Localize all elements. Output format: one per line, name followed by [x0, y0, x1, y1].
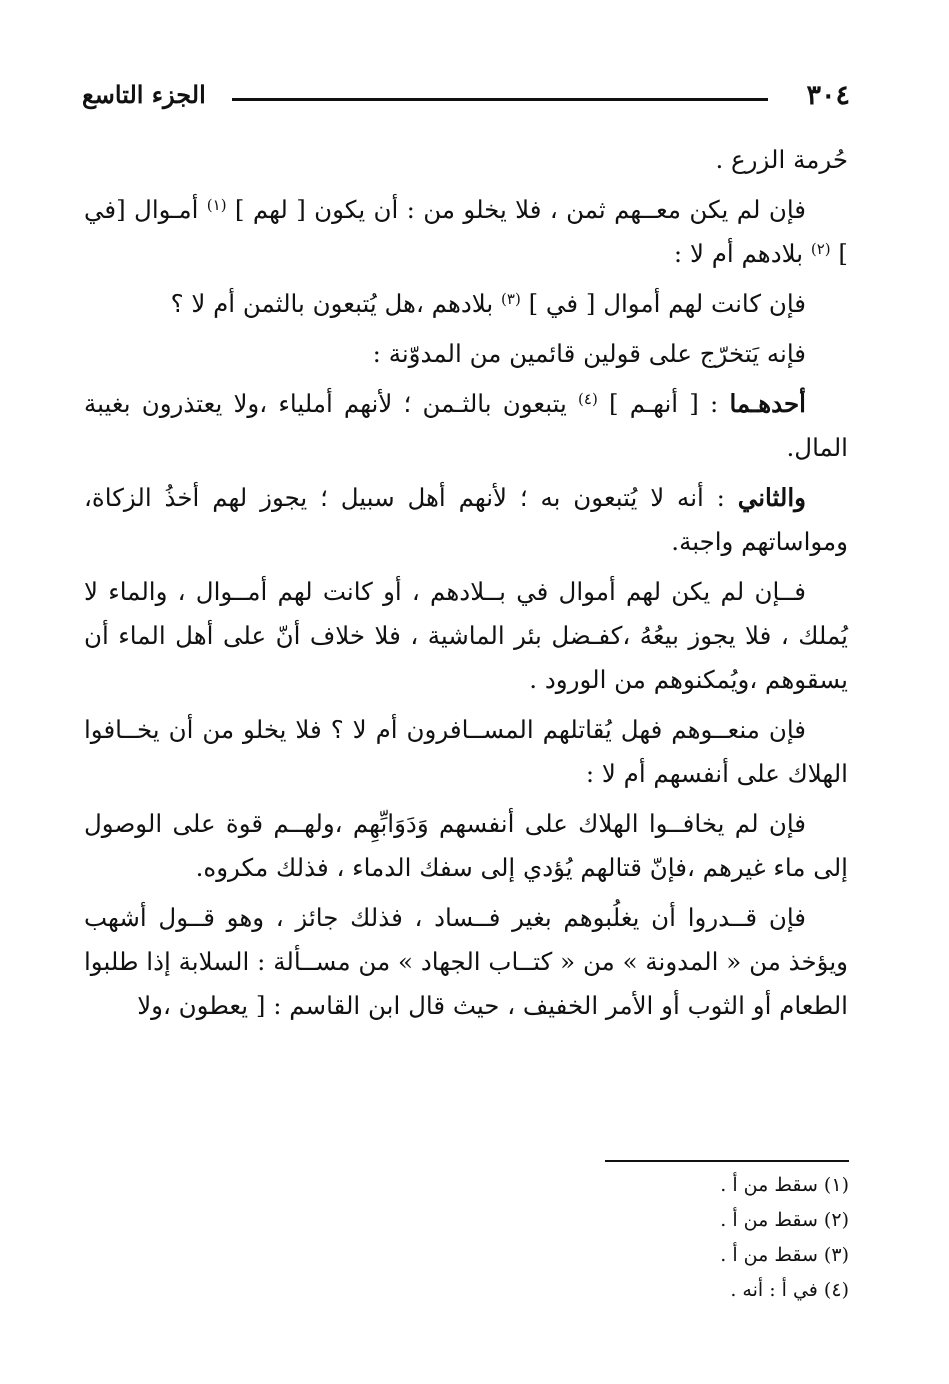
paragraph-6 — [84, 476, 848, 564]
footnote-4: (٤) في أ : أنه . — [730, 1279, 849, 1301]
paragraph-1 — [84, 138, 848, 182]
paragraph-8 — [84, 708, 848, 796]
paragraph-text: فإن كانت لهم أموال [ في ] — [520, 289, 806, 318]
header-rule — [232, 98, 768, 101]
paragraph-7 — [84, 570, 848, 702]
footnote-ref-3: (٣) — [501, 290, 521, 308]
paragraph-text: يتبعون بالثـمن ؛ لأنهم أملياء ،ولا يعتذرون بغيبة المال. — [84, 389, 848, 462]
footnote-1: (١) سقط من أ . — [720, 1174, 849, 1196]
paragraph-text: فإن قــدروا أن يغلُبوهم بغير فــساد ، فذلك جائز ، وهو قــول أشهب ويؤخذ من « المدونة » من « كتــاب الجهاد » من مســألة : السلابة إذا طلبوا الطعام أو الثوب أو الأمر الخفيف ، حيث قال ابن القاسم : [ يعطون ،ولا — [84, 903, 848, 1020]
footnote-2: (٢) سقط من أ . — [720, 1209, 849, 1231]
paragraph-3 — [84, 282, 848, 326]
paragraph-text: أمـوال [في ] — [84, 195, 848, 268]
paragraph-text: بلادهم أم لا : — [673, 239, 811, 268]
paragraph-9 — [84, 802, 848, 890]
footnotes — [249, 1168, 849, 1308]
footnote-ref-4: (٤) — [578, 390, 598, 408]
paragraph-text: فإن منعــوهم فهل يُقاتلهم المســافرون أم لا ؟ فلا يخلو من أن يخــافوا الهلاك على أنفسهم أم لا : — [84, 715, 848, 788]
paragraph-text: : [ أنهـم ] — [597, 389, 730, 418]
page-header — [82, 78, 850, 118]
footnote-ref-2: (٢) — [810, 240, 831, 258]
paragraph-10 — [84, 896, 848, 1028]
paragraph-text: فإنه يَتخرّج على قولين قائمين من المدوّنة : — [372, 339, 806, 368]
page-number: ٣٠٤ — [806, 80, 850, 111]
paragraph-lead: أحدهـما — [729, 389, 806, 418]
body-text — [84, 138, 848, 1034]
footnote-3: (٣) سقط من أ . — [720, 1244, 849, 1266]
paragraph-text: بلادهم ،هل يُتبعون بالثمن أم لا ؟ — [170, 289, 502, 318]
paragraph-5 — [84, 382, 848, 470]
paragraph-lead: والثاني — [737, 483, 806, 512]
paragraph-text: : أنه لا يُتبعون به ؛ لأنهم أهل سبيل ؛ يجوز لهم أخذُ الزكاة، ومواساتهم واجبة. — [84, 483, 848, 556]
paragraph-2 — [84, 188, 848, 276]
paragraph-text: فإن لم يكن معــهم ثمن ، فلا يخلو من : أن يكون [ لهم ] — [226, 195, 806, 224]
paragraph-text: فــإن لم يكن لهم أموال في بــلادهم ، أو كانت لهم أمــوال ، والماء لا يُملك ، فلا يجوز بيعُهُ ،كفـضل بئر الماشية ، فلا خلاف أنّ على أهل الماء أن يسقوهم ،ويُمكنوهم من الورود . — [84, 577, 848, 694]
paragraph-text: فإن لم يخافــوا الهلاك على أنفسهم وَدَوَابِّهِم ،ولهــم قوة على الوصول إلى ماء غيرهم ،فإنّ قتالهم يُؤدي إلى سفك الدماء ، فذلك مكروه. — [84, 809, 848, 882]
running-title: الجزء التاسع — [82, 80, 206, 109]
paragraph-text: حُرمة الزرع . — [715, 145, 848, 174]
paragraph-4 — [84, 332, 848, 376]
footnote-ref-1: (١) — [206, 196, 227, 214]
footnote-rule — [605, 1160, 849, 1162]
